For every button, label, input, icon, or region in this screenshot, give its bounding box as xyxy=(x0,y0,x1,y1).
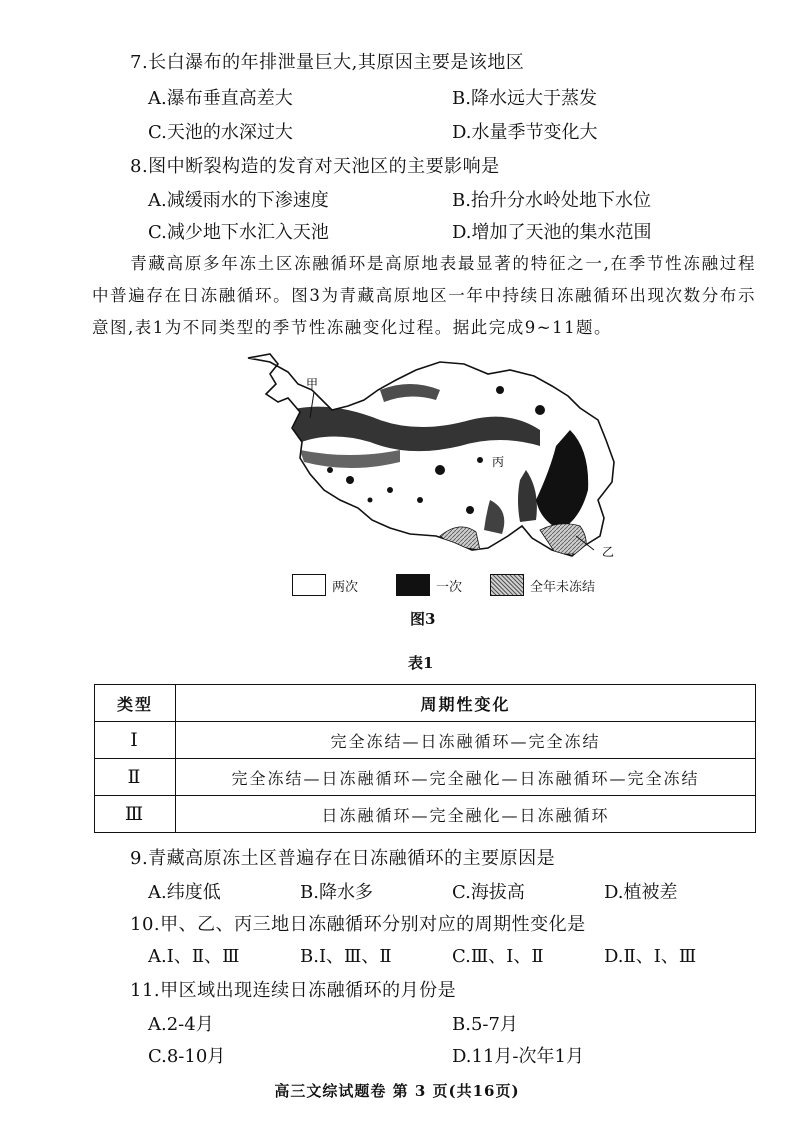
row-change: 完全冻结—日冻融循环—完全融化—日冻融循环—完全冻结 xyxy=(176,759,756,796)
table-header-row xyxy=(95,685,756,722)
row-type: Ⅱ xyxy=(95,759,176,796)
q10-option-d: D.Ⅱ、Ⅰ、Ⅲ xyxy=(604,946,697,967)
figure-caption: 图3 xyxy=(410,610,436,628)
row-type: Ⅰ xyxy=(95,722,176,759)
table-row xyxy=(95,796,756,833)
q7-option-b: B.降水远大于蒸发 xyxy=(452,88,597,109)
legend-label-two: 两次 xyxy=(332,579,359,595)
row-change: 完全冻结—日冻融循环—完全冻结 xyxy=(176,722,756,759)
legend-none xyxy=(490,572,595,598)
label-bing: 丙 xyxy=(492,455,505,469)
label-jia: 甲 xyxy=(305,377,319,391)
q7-option-d: D.水量季节变化大 xyxy=(452,122,598,143)
legend-label-one: 一次 xyxy=(436,579,463,595)
row-type: Ⅲ xyxy=(95,796,176,833)
intro-paragraph xyxy=(92,248,756,344)
q9-option-a: A.纬度低 xyxy=(148,882,221,903)
question-11-stem: 11.甲区域出现连续日冻融循环的月份是 xyxy=(130,980,457,1001)
q10-option-a: A.Ⅰ、Ⅱ、Ⅲ xyxy=(148,946,240,967)
question-9-stem: 9.青藏高原冻土区普遍存在日冻融循环的主要原因是 xyxy=(130,848,556,869)
legend-label-none: 全年未冻结 xyxy=(530,579,596,595)
q8-option-d: D.增加了天池的集水范围 xyxy=(452,222,652,243)
question-8-stem: 8.图中断裂构造的发育对天池区的主要影响是 xyxy=(130,156,500,177)
header-change: 周期性变化 xyxy=(176,685,756,722)
q8-option-b: B.抬升分水岭处地下水位 xyxy=(452,190,651,211)
tibet-plateau-map xyxy=(240,350,630,572)
table-1 xyxy=(94,684,756,833)
legend-two xyxy=(292,572,358,598)
map-svg xyxy=(240,350,630,572)
q10-option-b: B.Ⅰ、Ⅲ、Ⅱ xyxy=(300,946,392,967)
q11-option-a: A.2-4月 xyxy=(148,1014,214,1035)
question-10-stem: 10.甲、乙、丙三地日冻融循环分别对应的周期性变化是 xyxy=(130,914,586,935)
legend-box-two xyxy=(292,574,326,596)
table-row xyxy=(95,722,756,759)
q8-option-c: C.减少地下水汇入天池 xyxy=(148,222,329,243)
legend-one xyxy=(396,572,462,598)
table-row xyxy=(95,759,756,796)
q9-option-b: B.降水多 xyxy=(300,882,373,903)
q11-option-b: B.5-7月 xyxy=(452,1014,518,1035)
intro-text: 青藏高原多年冻土区冻融循环是高原地表最显著的特征之一,在季节性冻融过程中普遍存在日冻融循环。图3为青藏高原地区一年中持续日冻融循环出现次数分布示意图,表1为不同类型的季节性冻融变化过程。据此完成9~11题。 xyxy=(92,254,756,337)
q9-option-d: D.植被差 xyxy=(604,882,678,903)
q10-option-c: C.Ⅲ、Ⅰ、Ⅱ xyxy=(452,946,544,967)
row-change: 日冻融循环—完全融化—日冻融循环 xyxy=(176,796,756,833)
q11-option-d: D.11月-次年1月 xyxy=(452,1046,584,1067)
q9-option-c: C.海拔高 xyxy=(452,882,525,903)
label-yi: 乙 xyxy=(602,545,615,559)
page-footer: 高三文综试题卷 第 3 页(共16页) xyxy=(274,1082,520,1100)
q7-option-c: C.天池的水深过大 xyxy=(148,122,293,143)
q8-option-a: A.减缓雨水的下渗速度 xyxy=(148,190,329,211)
question-7-stem: 7.长白瀑布的年排泄量巨大,其原因主要是该地区 xyxy=(130,52,525,73)
q11-option-c: C.8-10月 xyxy=(148,1046,226,1067)
legend-box-none xyxy=(490,574,524,596)
legend-box-one xyxy=(396,574,430,596)
table-title: 表1 xyxy=(408,654,434,672)
q7-option-a: A.瀑布垂直高差大 xyxy=(148,88,293,109)
header-type: 类型 xyxy=(95,685,176,722)
